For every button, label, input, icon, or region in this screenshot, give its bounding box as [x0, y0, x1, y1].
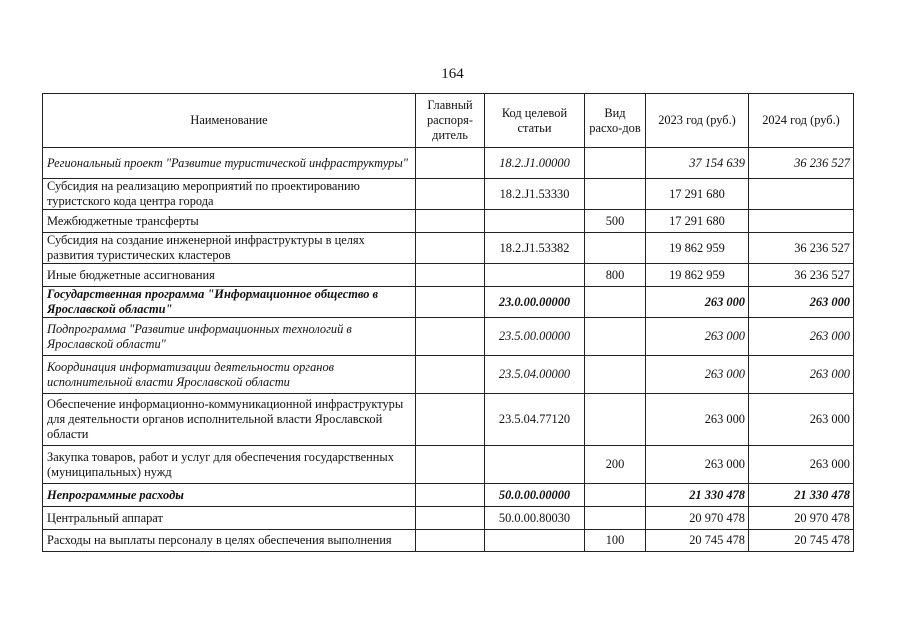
row-name: Непрограммные расходы — [43, 484, 416, 507]
row-name: Центральный аппарат — [43, 507, 416, 530]
row-2024: 20 745 478 — [749, 530, 854, 552]
header-name: Наименование — [43, 94, 416, 148]
row-name: Межбюджетные трансферты — [43, 210, 416, 233]
row-2023: 17 291 680 — [646, 179, 749, 210]
row-code: 23.5.00.00000 — [485, 318, 585, 356]
header-2023: 2023 год (руб.) — [646, 94, 749, 148]
row-2023: 37 154 639 — [646, 148, 749, 179]
row-kind — [585, 356, 646, 394]
row-admin — [416, 179, 485, 210]
row-admin — [416, 484, 485, 507]
table-row — [43, 179, 854, 210]
row-2023: 20 970 478 — [646, 507, 749, 530]
row-2024: 36 236 527 — [749, 148, 854, 179]
row-admin — [416, 233, 485, 264]
row-admin — [416, 446, 485, 484]
row-name: Обеспечение информационно-коммуникационной инфраструктуры для деятельности органов исполнительной власти Ярославской области — [43, 394, 416, 446]
row-name: Закупка товаров, работ и услуг для обеспечения государственных (муниципальных) нужд — [43, 446, 416, 484]
row-kind — [585, 179, 646, 210]
table-header-row — [43, 94, 854, 148]
row-2023: 19 862 959 — [646, 233, 749, 264]
row-code — [485, 446, 585, 484]
row-admin — [416, 356, 485, 394]
row-admin — [416, 530, 485, 552]
row-kind — [585, 394, 646, 446]
table-row — [43, 394, 854, 446]
row-code: 23.5.04.00000 — [485, 356, 585, 394]
row-admin — [416, 148, 485, 179]
row-2023: 263 000 — [646, 356, 749, 394]
row-code: 23.5.04.77120 — [485, 394, 585, 446]
row-name: Субсидия на реализацию мероприятий по проектированию туристского кода центра города — [43, 179, 416, 210]
row-2023: 20 745 478 — [646, 530, 749, 552]
row-kind — [585, 233, 646, 264]
row-name: Расходы на выплаты персоналу в целях обеспечения выполнения — [43, 530, 416, 552]
row-2023: 17 291 680 — [646, 210, 749, 233]
table-row — [43, 530, 854, 552]
header-admin: Главный распоря-дитель — [416, 94, 485, 148]
row-2023: 21 330 478 — [646, 484, 749, 507]
row-2024 — [749, 179, 854, 210]
row-code: 23.0.00.00000 — [485, 287, 585, 318]
row-admin — [416, 287, 485, 318]
row-2024: 36 236 527 — [749, 233, 854, 264]
row-2024: 21 330 478 — [749, 484, 854, 507]
table-row — [43, 446, 854, 484]
row-admin — [416, 507, 485, 530]
row-2023: 263 000 — [646, 287, 749, 318]
row-kind: 100 — [585, 530, 646, 552]
table-row — [43, 148, 854, 179]
row-code — [485, 264, 585, 287]
row-admin — [416, 264, 485, 287]
table-row — [43, 484, 854, 507]
row-code: 50.0.00.80030 — [485, 507, 585, 530]
table-row — [43, 318, 854, 356]
row-admin — [416, 394, 485, 446]
header-kind: Вид расхо-дов — [585, 94, 646, 148]
row-2024: 36 236 527 — [749, 264, 854, 287]
table-row — [43, 507, 854, 530]
table-row — [43, 356, 854, 394]
row-kind — [585, 287, 646, 318]
row-admin — [416, 210, 485, 233]
row-name: Государственная программа "Информационное общество в Ярославской области" — [43, 287, 416, 318]
row-code: 18.2.J1.53382 — [485, 233, 585, 264]
row-2023: 19 862 959 — [646, 264, 749, 287]
row-2024: 263 000 — [749, 287, 854, 318]
row-code: 50.0.00.00000 — [485, 484, 585, 507]
row-2023: 263 000 — [646, 394, 749, 446]
row-name: Субсидия на создание инженерной инфраструктуры в целях развития туристических кластеров — [43, 233, 416, 264]
row-name: Иные бюджетные ассигнования — [43, 264, 416, 287]
row-code — [485, 210, 585, 233]
row-2024: 263 000 — [749, 446, 854, 484]
row-2024: 263 000 — [749, 394, 854, 446]
table-row — [43, 233, 854, 264]
row-name: Координация информатизации деятельности органов исполнительной власти Ярославской области — [43, 356, 416, 394]
table-row — [43, 210, 854, 233]
row-2023: 263 000 — [646, 318, 749, 356]
row-admin — [416, 318, 485, 356]
row-2024: 20 970 478 — [749, 507, 854, 530]
row-kind: 200 — [585, 446, 646, 484]
page-number: 164 — [441, 66, 464, 82]
table-row — [43, 287, 854, 318]
row-name: Региональный проект "Развитие туристической инфраструктуры" — [43, 148, 416, 179]
budget-table — [42, 93, 854, 552]
row-kind: 800 — [585, 264, 646, 287]
row-code: 18.2.J1.00000 — [485, 148, 585, 179]
row-code — [485, 530, 585, 552]
row-kind — [585, 148, 646, 179]
row-name: Подпрограмма "Развитие информационных технологий в Ярославской области" — [43, 318, 416, 356]
row-2024: 263 000 — [749, 356, 854, 394]
row-kind — [585, 484, 646, 507]
row-2023: 263 000 — [646, 446, 749, 484]
table-row — [43, 264, 854, 287]
row-2024 — [749, 210, 854, 233]
row-code: 18.2.J1.53330 — [485, 179, 585, 210]
row-kind: 500 — [585, 210, 646, 233]
header-code: Код целевой статьи — [485, 94, 585, 148]
row-kind — [585, 507, 646, 530]
header-2024: 2024 год (руб.) — [749, 94, 854, 148]
row-2024: 263 000 — [749, 318, 854, 356]
row-kind — [585, 318, 646, 356]
